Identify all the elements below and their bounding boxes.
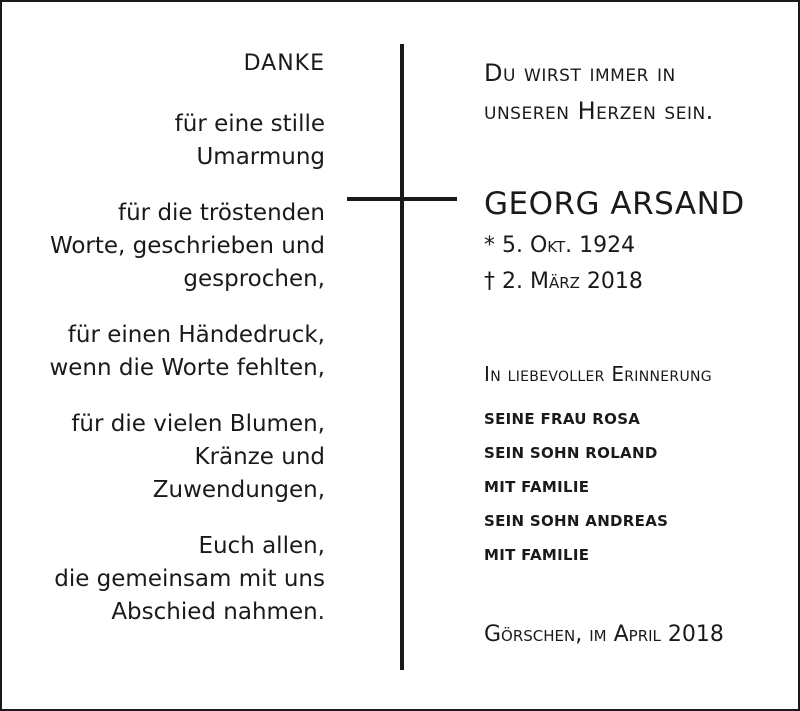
thanks-title: DANKE bbox=[243, 51, 325, 76]
motto-line: Du wirst immer in bbox=[484, 59, 676, 87]
thanks-line: Worte, geschrieben und bbox=[49, 233, 325, 259]
mourner-entry: MIT FAMILIE bbox=[484, 478, 590, 496]
memory-line: In liebevoller Erinnerung bbox=[484, 362, 712, 386]
thanks-line: wenn die Worte fehlten, bbox=[49, 355, 325, 381]
thanks-phrase-words bbox=[22, 197, 325, 296]
thanks-phrase-handshake bbox=[22, 319, 325, 385]
mourners-list bbox=[484, 402, 668, 572]
thanks-line: die gemeinsam mit uns bbox=[54, 566, 325, 592]
thanks-line: Euch allen, bbox=[198, 533, 325, 559]
thanks-line: für eine stille bbox=[174, 111, 325, 137]
deceased-name: GEORG ARSAND bbox=[484, 186, 745, 222]
thanks-line: Umarmung bbox=[196, 144, 325, 170]
motto-line: unseren Herzen sein. bbox=[484, 97, 714, 125]
thanks-line: gesprochen, bbox=[183, 266, 325, 292]
thanks-column bbox=[22, 50, 325, 629]
death-date: † 2. März 2018 bbox=[484, 269, 643, 294]
thanks-line: für einen Händedruck, bbox=[67, 322, 325, 348]
thanks-line: Kränze und bbox=[194, 444, 325, 470]
birth-date: * 5. Okt. 1924 bbox=[484, 233, 636, 258]
thanks-line: Abschied nahmen. bbox=[111, 599, 325, 625]
thanks-phrase-farewell bbox=[22, 530, 325, 629]
place-and-date: Görschen, im April 2018 bbox=[484, 622, 724, 647]
motto bbox=[484, 54, 714, 130]
cross-horizontal-bar bbox=[347, 197, 457, 201]
mourner-entry: MIT FAMILIE bbox=[484, 546, 590, 564]
cross-vertical-bar bbox=[400, 44, 404, 670]
thanks-line: für die tröstenden bbox=[118, 200, 325, 226]
mourner-entry: SEIN SOHN ROLAND bbox=[484, 444, 658, 462]
thanks-phrase-flowers bbox=[22, 408, 325, 507]
mourner-entry: SEIN SOHN ANDREAS bbox=[484, 512, 669, 530]
thanks-line: für die vielen Blumen, bbox=[71, 411, 325, 437]
mourner-entry: SEINE FRAU ROSA bbox=[484, 410, 641, 428]
thanks-line: Zuwendungen, bbox=[152, 477, 325, 503]
thanks-phrase-embrace bbox=[22, 108, 325, 174]
